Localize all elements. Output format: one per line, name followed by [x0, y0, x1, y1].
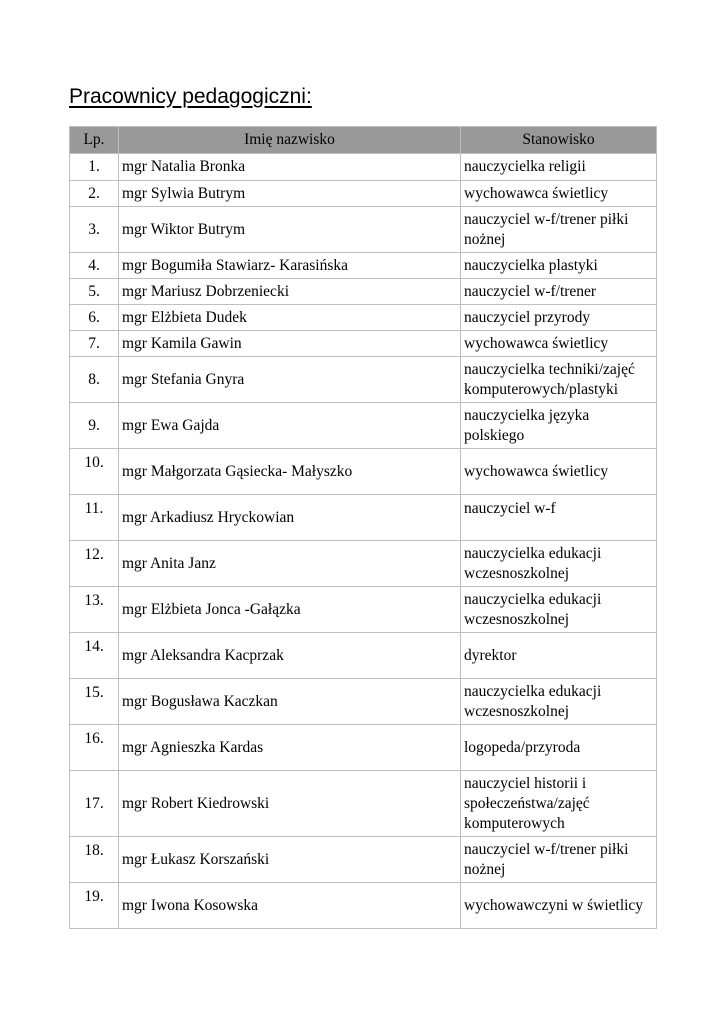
- table-row: [70, 279, 657, 305]
- row-position: wychowawca świetlicy: [461, 449, 657, 495]
- row-position: nauczycielka techniki/zajęć komputerowych/plastyki: [461, 357, 657, 403]
- table-row: [70, 253, 657, 279]
- row-name: mgr Arkadiusz Hryckowian: [119, 495, 461, 541]
- table-row: [70, 633, 657, 679]
- row-number: 9.: [70, 403, 119, 449]
- table-row: [70, 331, 657, 357]
- header-position: Stanowisko: [461, 127, 657, 154]
- row-number: 18.: [70, 837, 119, 883]
- table-row: [70, 883, 657, 929]
- row-name: mgr Elżbieta Jonca -Gałązka: [119, 587, 461, 633]
- table-row: [70, 837, 657, 883]
- table-header-row: [70, 127, 657, 154]
- row-position: nauczycielka edukacji wczesnoszkolnej: [461, 679, 657, 725]
- row-number: 11.: [70, 495, 119, 541]
- row-position: wychowawca świetlicy: [461, 331, 657, 357]
- table-row: [70, 181, 657, 207]
- row-number: 12.: [70, 541, 119, 587]
- table-row: [70, 541, 657, 587]
- row-number: 7.: [70, 331, 119, 357]
- row-name: mgr Anita Janz: [119, 541, 461, 587]
- row-position: logopeda/przyroda: [461, 725, 657, 771]
- row-number: 8.: [70, 357, 119, 403]
- row-number: 15.: [70, 679, 119, 725]
- row-number: 5.: [70, 279, 119, 305]
- row-name: mgr Iwona Kosowska: [119, 883, 461, 929]
- table-row: [70, 725, 657, 771]
- row-position: nauczycielka edukacji wczesnoszkolnej: [461, 587, 657, 633]
- row-number: 3.: [70, 207, 119, 253]
- page-title: Pracownicy pedagogiczni:: [69, 85, 312, 108]
- row-name: mgr Bogumiła Stawiarz- Karasińska: [119, 253, 461, 279]
- table-row: [70, 495, 657, 541]
- header-name: Imię nazwisko: [119, 127, 461, 154]
- row-name: mgr Bogusława Kaczkan: [119, 679, 461, 725]
- row-position: nauczycielka plastyki: [461, 253, 657, 279]
- row-name: mgr Mariusz Dobrzeniecki: [119, 279, 461, 305]
- row-number: 2.: [70, 181, 119, 207]
- row-position: dyrektor: [461, 633, 657, 679]
- row-position: nauczyciel w-f/trener: [461, 279, 657, 305]
- row-position: nauczyciel historii i społeczeństwa/zajęć komputerowych: [461, 771, 657, 837]
- row-position: wychowawca świetlicy: [461, 181, 657, 207]
- row-name: mgr Ewa Gajda: [119, 403, 461, 449]
- row-position: nauczycielka religii: [461, 154, 657, 181]
- row-position: nauczyciel w-f: [461, 495, 657, 541]
- table-row: [70, 357, 657, 403]
- row-name: mgr Wiktor Butrym: [119, 207, 461, 253]
- table-row: [70, 679, 657, 725]
- row-name: mgr Elżbieta Dudek: [119, 305, 461, 331]
- row-position: nauczyciel w-f/trener piłki nożnej: [461, 207, 657, 253]
- row-name: mgr Natalia Bronka: [119, 154, 461, 181]
- table-row: [70, 154, 657, 181]
- row-name: mgr Małgorzata Gąsiecka- Małyszko: [119, 449, 461, 495]
- row-name: mgr Aleksandra Kacprzak: [119, 633, 461, 679]
- table-row: [70, 771, 657, 837]
- row-number: 1.: [70, 154, 119, 181]
- row-number: 16.: [70, 725, 119, 771]
- row-name: mgr Sylwia Butrym: [119, 181, 461, 207]
- row-name: mgr Kamila Gawin: [119, 331, 461, 357]
- row-number: 6.: [70, 305, 119, 331]
- row-name: mgr Stefania Gnyra: [119, 357, 461, 403]
- table-row: [70, 587, 657, 633]
- row-name: mgr Robert Kiedrowski: [119, 771, 461, 837]
- row-position: nauczycielka języka polskiego: [461, 403, 657, 449]
- row-number: 4.: [70, 253, 119, 279]
- row-position: wychowawczyni w świetlicy: [461, 883, 657, 929]
- table-row: [70, 403, 657, 449]
- row-number: 17.: [70, 771, 119, 837]
- row-name: mgr Agnieszka Kardas: [119, 725, 461, 771]
- row-position: nauczyciel przyrody: [461, 305, 657, 331]
- staff-table: [69, 126, 657, 929]
- table-row: [70, 449, 657, 495]
- row-position: nauczyciel w-f/trener piłki nożnej: [461, 837, 657, 883]
- header-lp: Lp.: [70, 127, 119, 154]
- row-number: 10.: [70, 449, 119, 495]
- table-row: [70, 207, 657, 253]
- row-number: 19.: [70, 883, 119, 929]
- row-number: 14.: [70, 633, 119, 679]
- row-name: mgr Łukasz Korszański: [119, 837, 461, 883]
- table-row: [70, 305, 657, 331]
- row-position: nauczycielka edukacji wczesnoszkolnej: [461, 541, 657, 587]
- row-number: 13.: [70, 587, 119, 633]
